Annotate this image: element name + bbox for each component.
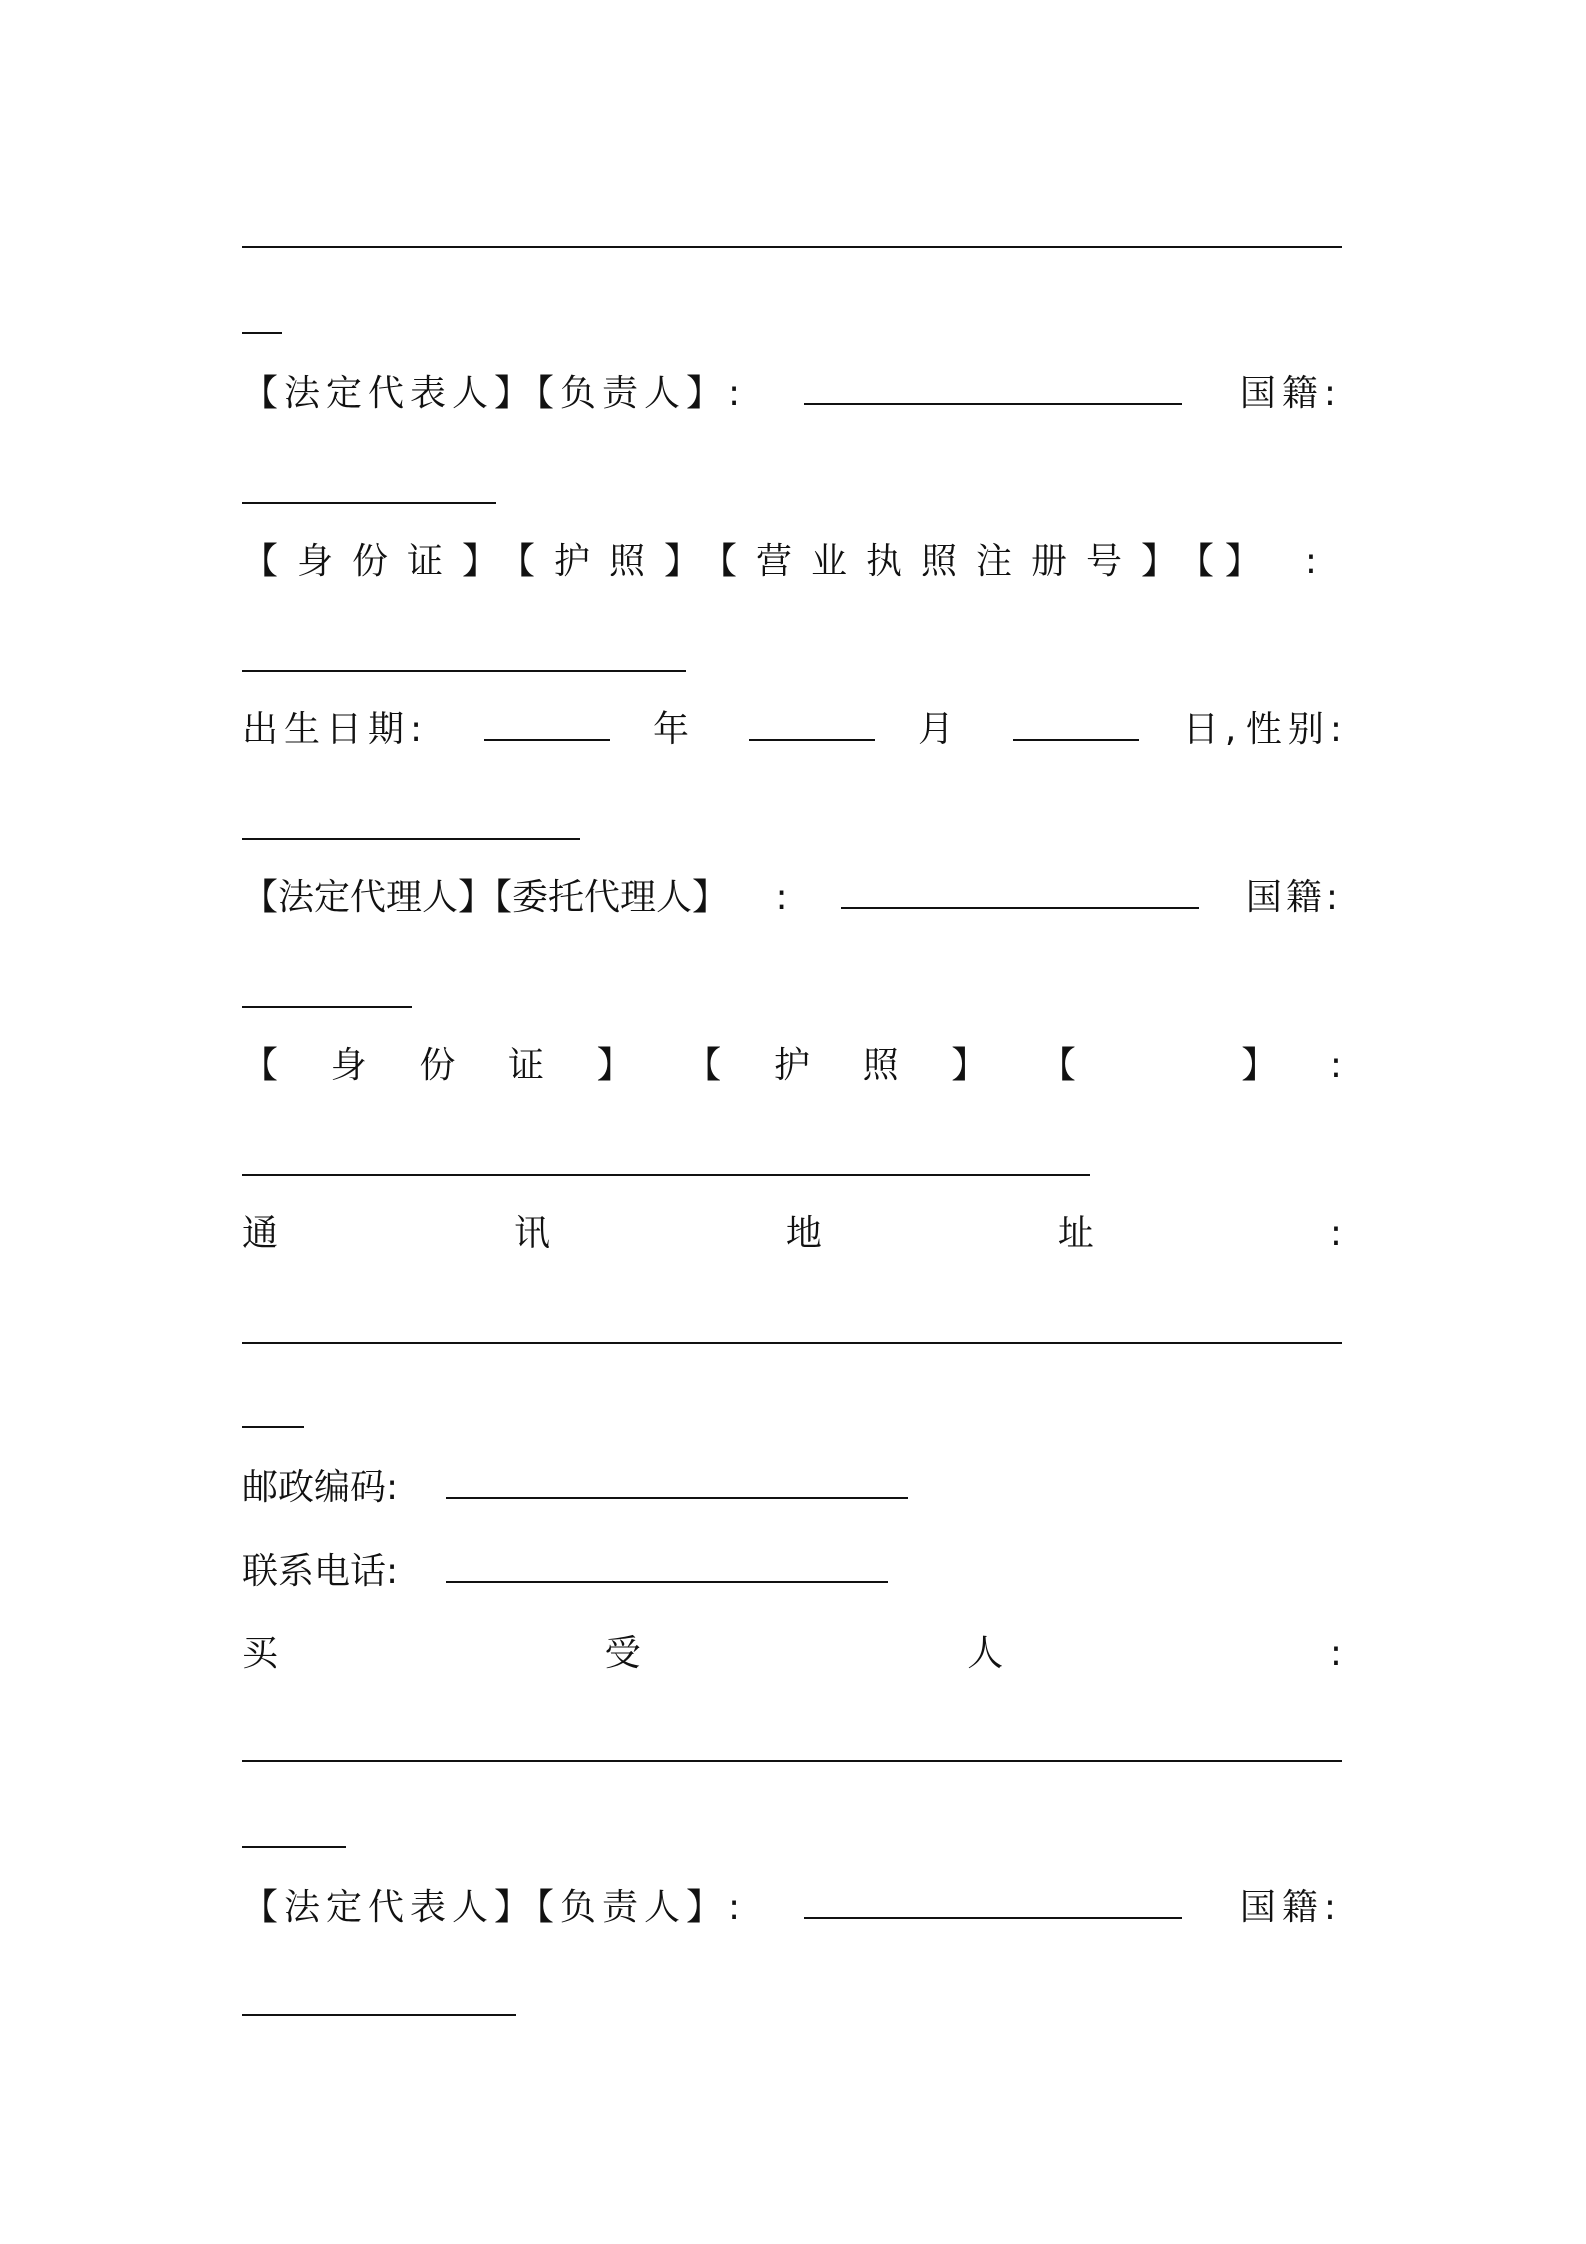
char: 照: [862, 1045, 899, 1086]
phone-row: [242, 1550, 1342, 1594]
char: 址: [1057, 1213, 1094, 1254]
char: 受: [604, 1633, 641, 1674]
colon: :: [1329, 1633, 1342, 1674]
postcode-row: [242, 1466, 1342, 1510]
day-label: 日,: [1182, 709, 1243, 750]
birth-day-blank[interactable]: [1013, 709, 1139, 741]
address-blank[interactable]: [242, 1342, 1342, 1344]
month-label: 月: [917, 709, 960, 750]
buyer-legal-rep-label: 【法定代表人】【负责人】:: [242, 1887, 747, 1928]
bracket-open: 【: [1039, 1045, 1076, 1086]
char: 买: [242, 1633, 279, 1674]
char: 通: [242, 1213, 279, 1254]
agent-nationality-blank[interactable]: [242, 1006, 412, 1008]
buyer-nationality-label: 国籍:: [1239, 1887, 1342, 1928]
char: 讯: [513, 1213, 550, 1254]
id-number-blank[interactable]: [242, 670, 686, 672]
legal-rep-label: 【法定代表人】【负责人】:: [242, 373, 747, 414]
birth-date-row: [242, 708, 1348, 752]
agent-colon: :: [775, 877, 788, 918]
char: 护: [773, 1045, 810, 1086]
colon: :: [1329, 1045, 1342, 1086]
char: 人: [967, 1633, 1004, 1674]
legal-rep-blank[interactable]: [804, 373, 1182, 405]
id-type-label-end: 】:: [1224, 541, 1361, 582]
legal-rep-row: [242, 372, 1342, 416]
postcode-blank[interactable]: [446, 1467, 908, 1499]
nationality-blank[interactable]: [242, 502, 496, 504]
birth-year-blank[interactable]: [484, 709, 610, 741]
phone-label: 联系电话:: [242, 1551, 399, 1592]
agent-row: [242, 876, 1342, 920]
agent-id-blank[interactable]: [242, 1174, 1090, 1176]
address-row: [242, 1212, 1342, 1256]
birth-date-label: 出生日期:: [242, 709, 429, 750]
buyer-legal-rep-blank[interactable]: [804, 1887, 1182, 1919]
blank-line[interactable]: [242, 332, 282, 334]
char-gap: [1129, 1044, 1189, 1088]
buyer-blank[interactable]: [242, 1760, 1342, 1762]
blank-line[interactable]: [242, 246, 1342, 248]
bracket-close: 】: [951, 1045, 988, 1086]
bracket-open: 【: [685, 1045, 722, 1086]
bracket-close: 】: [1241, 1045, 1278, 1086]
postcode-label: 邮政编码:: [242, 1467, 399, 1508]
buyer-nationality-blank[interactable]: [242, 2014, 516, 2016]
agent-nationality-label: 国籍:: [1245, 877, 1342, 918]
id-type-label: 【身份证】【护照】【营业执照注册号】【: [242, 541, 1234, 582]
agent-name-blank[interactable]: [841, 877, 1199, 909]
bracket-open: 【: [242, 1045, 279, 1086]
buyer-row: [242, 1632, 1342, 1676]
gender-blank[interactable]: [242, 838, 580, 840]
char: 身: [330, 1045, 367, 1086]
nationality-label: 国籍:: [1239, 373, 1342, 414]
bracket-close: 】: [596, 1045, 633, 1086]
char: 地: [785, 1213, 822, 1254]
agent-id-row: [242, 1044, 1342, 1088]
colon: :: [1329, 1213, 1342, 1254]
birth-month-blank[interactable]: [749, 709, 875, 741]
address-blank-tail[interactable]: [242, 1426, 304, 1428]
id-row: [242, 540, 1361, 584]
gender-label: 性别:: [1245, 709, 1348, 750]
agent-label: 【法定代理人】【委托代理人】: [242, 877, 729, 918]
buyer-blank-tail[interactable]: [242, 1846, 346, 1848]
year-label: 年: [653, 709, 696, 750]
char: 证: [507, 1045, 544, 1086]
phone-blank[interactable]: [446, 1551, 888, 1583]
char: 份: [419, 1045, 456, 1086]
buyer-legal-rep-row: [242, 1886, 1342, 1930]
